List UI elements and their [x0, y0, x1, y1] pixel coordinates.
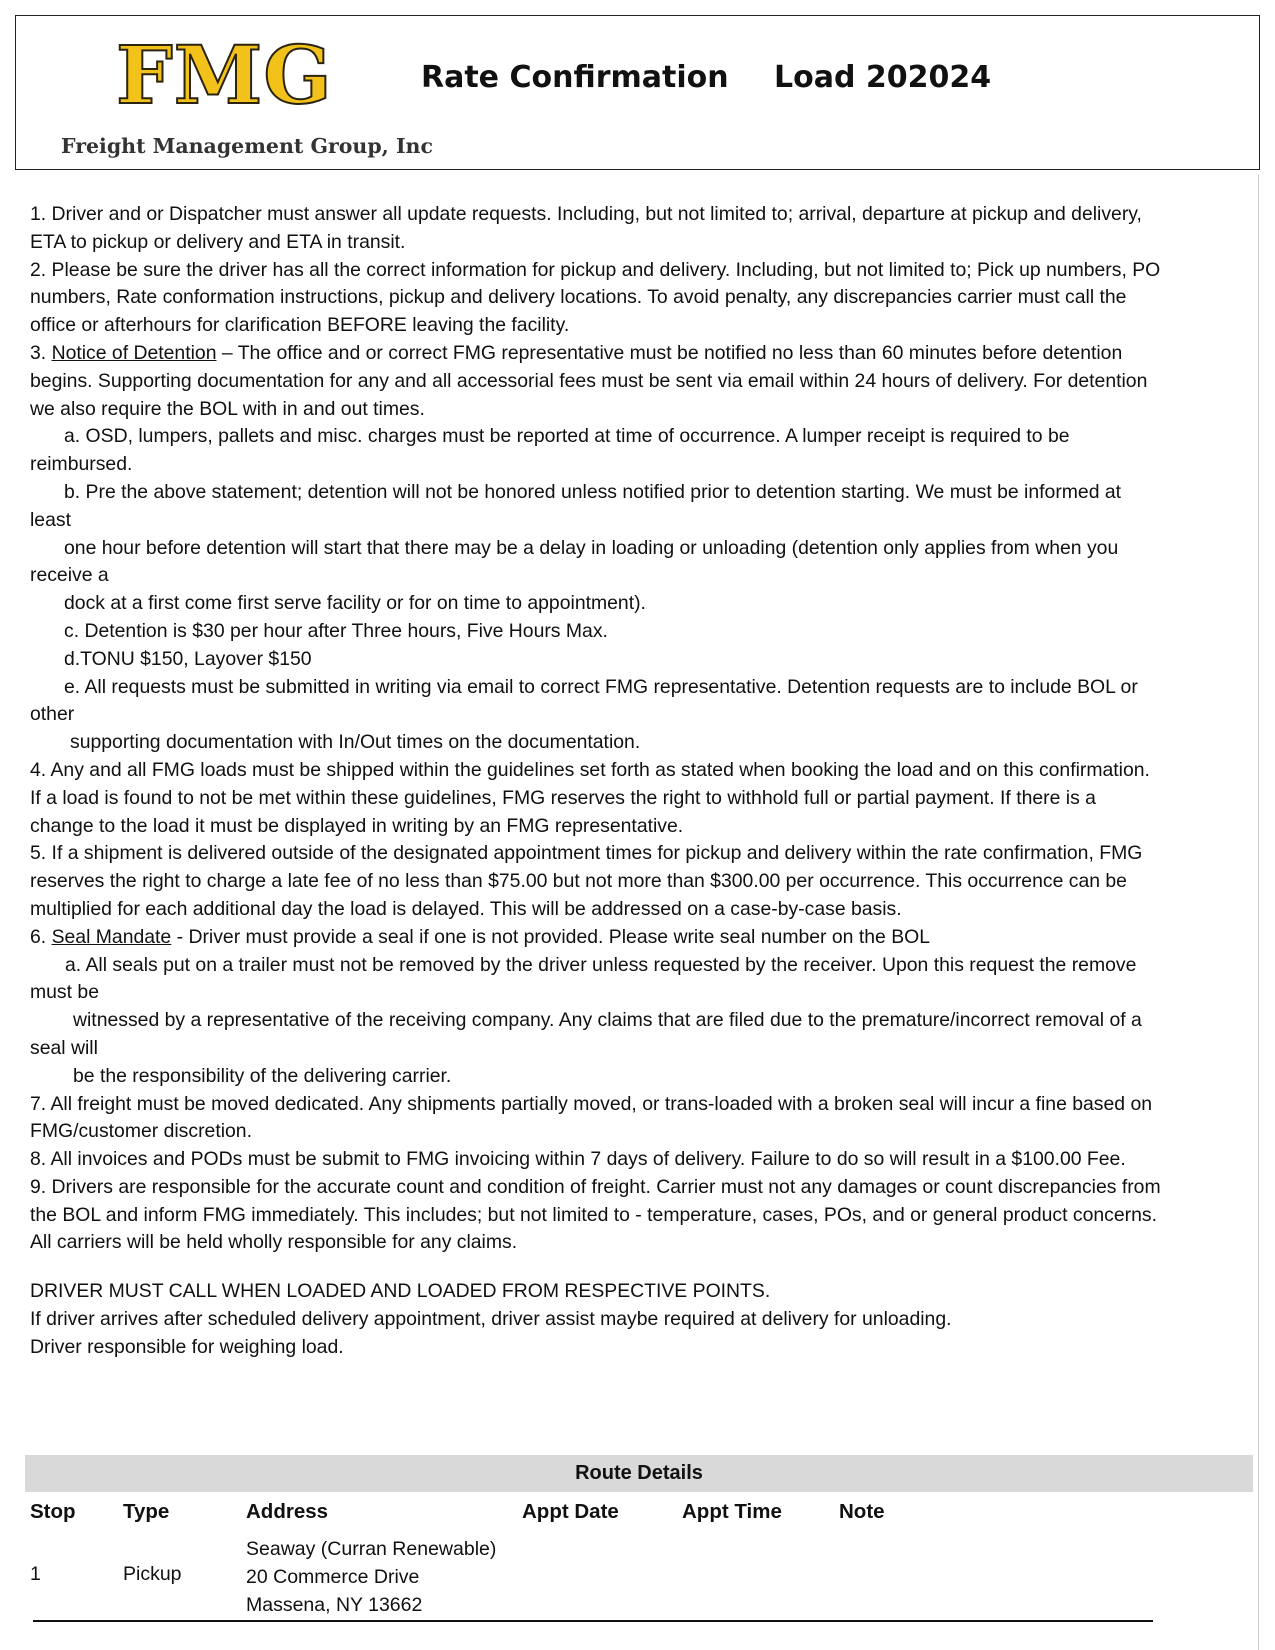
term-3-number: 3. [30, 341, 52, 364]
seal-mandate-heading: Seal Mandate [51, 925, 172, 948]
term-4-line: change to the load it must be displayed in writing by an FMG representative. [30, 814, 684, 837]
column-header-address: Address [246, 1500, 329, 1523]
term-6-text: - Driver must provide a seal if one is not provided. Please write seal number on the BOL [171, 925, 930, 948]
term-9-line: All carriers will be held wholly responsible for any claims. [30, 1231, 518, 1254]
term-1-line: 1. Driver and or Dispatcher must answer all update requests. Including, but not limited to; arrival, departure at pickup and delivery, [30, 203, 1142, 225]
stop-number: 1 [30, 1563, 41, 1585]
term-6-number: 6. [30, 925, 52, 948]
term-3e-line: supporting documentation with In/Out times on the documentation. [70, 731, 641, 754]
term-8-line: 8. All invoices and PODs must be submit to FMG invoicing within 7 days of delivery. Failure to do so will result in a $100.00 Fee. [30, 1148, 1126, 1171]
term-6a-line: must be [30, 981, 99, 1004]
term-5-line: 5. If a shipment is delivered outside of the designated appointment times for pickup and delivery within the rate confirmation, FMG [30, 842, 1143, 865]
logo-mark: FMG [116, 28, 333, 122]
address-line: 20 Commerce Drive [246, 1566, 420, 1588]
term-3b-line: dock at a first come first serve facility or for on time to appointment). [64, 592, 646, 615]
stop-address [246, 1535, 496, 1619]
term-5-line: multiplied for each additional day the load is delayed. This will be addressed on a case-by-case basis. [30, 897, 902, 920]
driver-note: Driver responsible for weighing load. [30, 1336, 344, 1358]
term-9-line: the BOL and inform FMG immediately. This includes; but not limited to - temperature, cases, POs, and or general product concerns. [30, 1203, 1157, 1226]
column-header-note: Note [839, 1500, 885, 1523]
term-2-line: 2. Please be sure the driver has all the correct information for pickup and delivery. Including, but not limited to; Pick up numbers, PO [30, 258, 1161, 281]
term-3c-line: c. Detention is $30 per hour after Three hours, Five Hours Max. [64, 619, 608, 642]
term-3-line: we also require the BOL with in and out times. [30, 397, 425, 420]
driver-notes [30, 1277, 952, 1361]
term-3d-line: d.TONU $150, Layover $150 [64, 647, 312, 670]
term-2-line: office or afterhours for clarification BEFORE leaving the facility. [30, 314, 570, 337]
row-divider [33, 1620, 1153, 1622]
term-4-line: If a load is found to not be met within these guidelines, FMG reserves the right to withhold full or partial payment. If there is a [30, 786, 1096, 809]
term-1-line: ETA to pickup or delivery and ETA in transit. [30, 230, 406, 253]
load-number: Load 202024 [774, 60, 992, 95]
address-line: Massena, NY 13662 [246, 1594, 423, 1616]
company-logo [56, 28, 433, 164]
column-header-stop: Stop [30, 1500, 76, 1523]
company-name: Freight Management Group, Inc [61, 134, 433, 158]
term-3b-line: least [30, 508, 71, 531]
term-9-line: 9. Drivers are responsible for the accurate count and condition of freight. Carrier must not any damages or count discrepancies from [30, 1175, 1161, 1198]
term-6a-line: be the responsibility of the delivering carrier. [73, 1064, 452, 1087]
term-3e-line: e. All requests must be submitted in writing via email to correct FMG representative. Detention requests are to include BOL or [64, 675, 1138, 698]
document-title: Rate Confirmation [421, 60, 729, 95]
term-6-line [30, 924, 1255, 952]
term-7-line: FMG/customer discretion. [30, 1120, 252, 1143]
terms-list [30, 201, 1255, 1257]
term-7-line: 7. All freight must be moved dedicated. Any shipments partially moved, or trans-loaded with a broken seal will incur a fine based on [30, 1092, 1153, 1115]
term-3a-line: reimbursed. [30, 453, 133, 476]
term-3b-line: one hour before detention will start that there may be a delay in loading or unloading (detention only applies from when you [64, 536, 1119, 559]
term-2-line: numbers, Rate conformation instructions, pickup and delivery locations. To avoid penalty, any discrepancies carrier must call the [30, 286, 1127, 309]
term-6a-line: seal will [30, 1036, 98, 1059]
detention-heading: Notice of Detention [51, 341, 217, 364]
term-6a-line: a. All seals put on a trailer must not be removed by the driver unless requested by the receiver. Upon this request the remove [65, 953, 1137, 976]
term-3-line [30, 340, 1255, 368]
term-3-text: – The office and or correct FMG representative must be notified no less than 60 minutes before detention [216, 341, 1123, 364]
column-header-type: Type [123, 1500, 170, 1523]
term-3-line: begins. Supporting documentation for any and all accessorial fees must be sent via email within 24 hours of delivery. For detention [30, 369, 1148, 392]
driver-note: DRIVER MUST CALL WHEN LOADED AND LOADED FROM RESPECTIVE POINTS. [30, 1280, 771, 1302]
term-3b-line: b. Pre the above statement; detention will not be honored unless notified prior to detention starting. We must be informed at [64, 480, 1122, 503]
address-line: Seaway (Curran Renewable) [246, 1538, 497, 1560]
term-3b-line: receive a [30, 564, 109, 587]
page-border-right [1258, 175, 1259, 1650]
term-6a-line: witnessed by a representative of the receiving company. Any claims that are filed due to the premature/incorrect removal of a [73, 1009, 1142, 1032]
route-details-heading: Route Details [25, 1455, 1253, 1492]
column-header-appt-date: Appt Date [522, 1500, 619, 1523]
document-header [15, 15, 1260, 170]
stop-type: Pickup [123, 1563, 182, 1585]
term-4-line: 4. Any and all FMG loads must be shipped within the guidelines set forth as stated when booking the load and on this confirmation. [30, 758, 1150, 781]
column-header-appt-time: Appt Time [682, 1500, 782, 1523]
term-3e-line: other [30, 703, 75, 726]
term-3a-line: a. OSD, lumpers, pallets and misc. charges must be reported at time of occurrence. A lumper receipt is required to be [64, 425, 1070, 448]
term-5-line: reserves the right to charge a late fee of no less than $75.00 but not more than $300.00 per occurrence. This occurrence can be [30, 870, 1127, 893]
driver-note: If driver arrives after scheduled delivery appointment, driver assist maybe required at delivery for unloading. [30, 1308, 952, 1330]
